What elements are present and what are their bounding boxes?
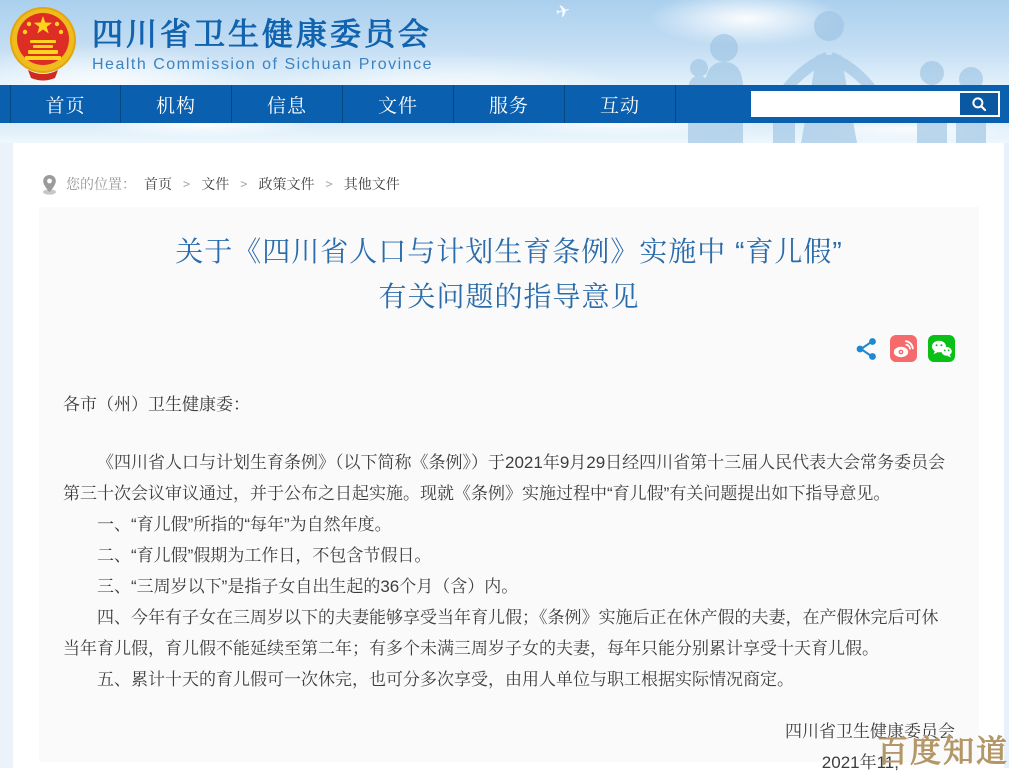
site-header [0,0,1009,85]
baidu-zhidao-watermark: 百度知道 [877,734,1009,769]
location-pin-icon [41,174,58,195]
breadcrumb-documents[interactable]: 文件 [201,176,230,192]
article-title [63,207,955,319]
nav-item-info[interactable]: 信息 [232,85,343,123]
breadcrumb-prefix: 您的位置： [66,176,136,192]
nav-item-org[interactable]: 机构 [121,85,232,123]
site-title: 四川省卫生健康委员会 [92,16,432,52]
breadcrumb [13,143,1004,207]
magnifier-icon [970,95,988,113]
national-emblem-icon [8,4,78,80]
article-date: 2021年11, [821,753,899,772]
article-title-line1: 关于《四川省人口与计划生育条例》实施中 “育儿假” [175,236,843,267]
nav-item-interaction[interactable]: 互动 [565,85,676,123]
share-icon[interactable] [854,336,879,361]
article [39,207,979,772]
breadcrumb-policy-documents[interactable]: 政策文件 [258,176,315,192]
main-content [0,143,1009,772]
article-paragraph-item5: 五、累计十天的育儿假可一次休完，也可分多次享受，由用人单位与职工根据实际情况商定。 [97,670,794,689]
article-paragraph-intro: 《四川省人口与计划生育条例》（以下简称《条例》）于2021年9月29日经四川省第十三届人民代表大会常务委员会第三十次会议审议通过，并于公布之日起实施。现就《条例》实施过程中“育儿假”有关问题提出如下指导意见。 [63,453,946,503]
article-paragraph-item2: 二、“育儿假”假期为工作日，不包含节假日。 [97,546,432,565]
search-button[interactable] [960,93,998,115]
breadcrumb-other-documents[interactable]: 其他文件 [343,176,400,192]
search-input[interactable] [751,91,960,117]
article-greeting: 各市（州）卫生健康委： [63,395,250,414]
nav-item-services[interactable]: 服务 [454,85,565,123]
share-toolbar [63,334,955,362]
weibo-icon[interactable] [890,335,917,362]
plane-icon: ✈ [554,0,572,23]
article-signature: 四川省卫生健康委员会 [785,722,955,741]
breadcrumb-separator: > [325,177,333,191]
article-title-line2: 有关问题的指导意见 [378,281,640,312]
site-logo[interactable] [8,4,433,80]
breadcrumb-separator: > [183,177,191,191]
site-subtitle: Health Commission of Sichuan Province [92,55,433,73]
wechat-icon[interactable] [928,335,955,362]
article-paragraph-item3: 三、“三周岁以下”是指子女自出生起的36个月（含）内。 [97,577,519,596]
breadcrumb-home[interactable]: 首页 [144,176,172,192]
article-paragraph-item4: 四、今年有子女在三周岁以下的夫妻能够享受当年育儿假；《条例》实施后正在休产假的夫妻，在产假休完后可休当年育儿假，育儿假不能延续至第二年；有多个未满三周岁子女的夫妻，每年只能分别累计享受十天育儿假。 [63,608,939,658]
article-paragraph-item1: 一、“育儿假”所指的“每年”为自然年度。 [97,515,392,534]
nav-item-documents[interactable]: 文件 [343,85,454,123]
main-nav [0,85,1009,123]
article-body [63,389,955,778]
nav-item-home[interactable]: 首页 [10,85,121,123]
search-box [751,91,1000,117]
breadcrumb-separator: > [240,177,248,191]
